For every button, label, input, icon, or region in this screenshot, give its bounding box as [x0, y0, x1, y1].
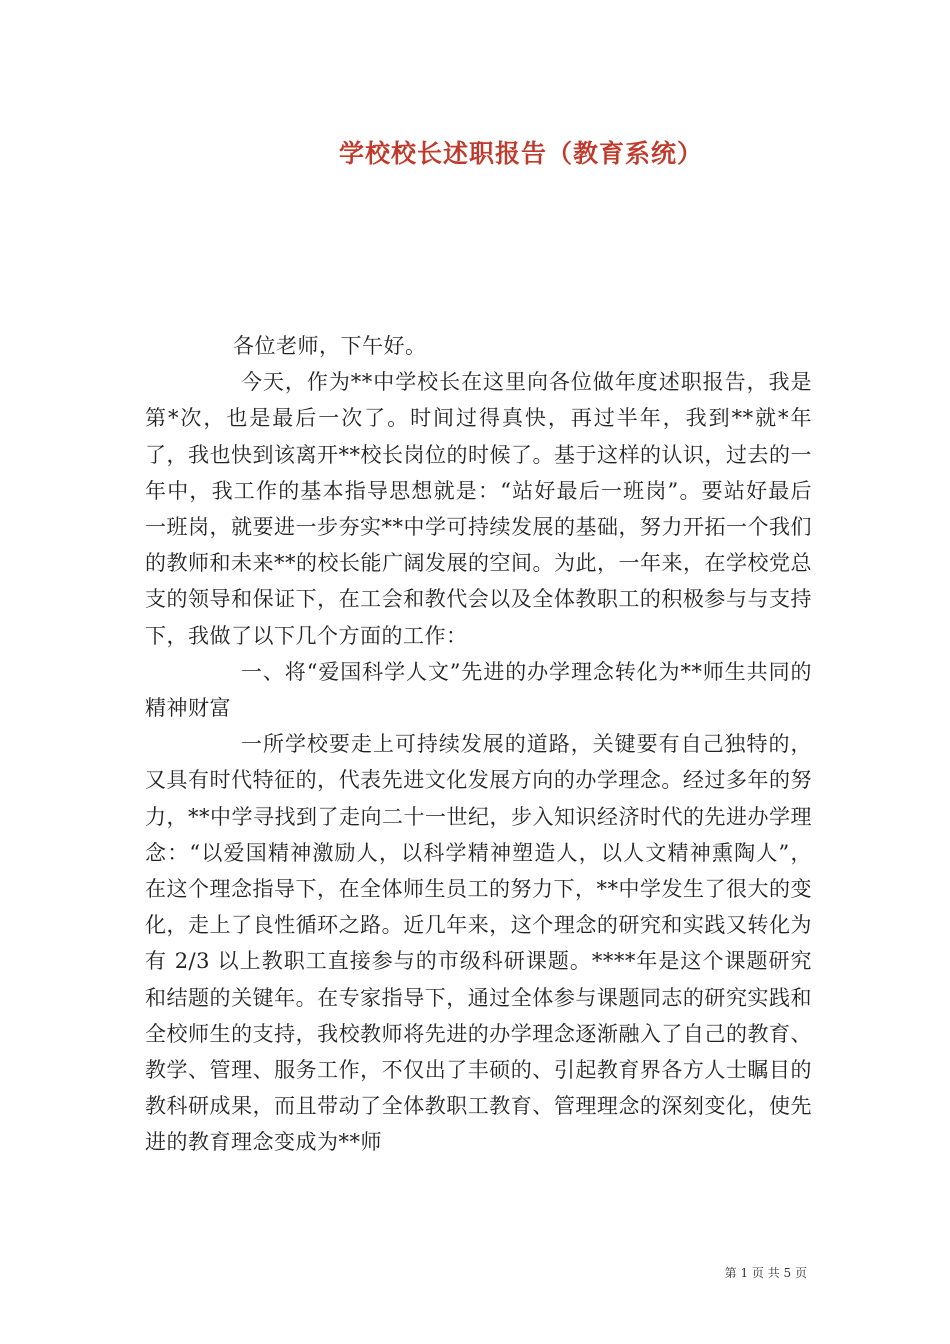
body-paragraph-intro: 今天，作为**中学校长在这里向各位做年度述职报告，我是第*次，也是最后一次了。时间过得真快，再过半年，我到**就*年了，我也快到该离开**校长岗位的时候了。基于这样的认识，过去的一年中，我工作的基本指导思想就是：“站好最后一班岗”。要站好最后一班岗，就要进一步夯实**中学可持续发展的基础，努力开拓一个我们的教师和未来**的校长能广阔发展的空间。为此，一年来，在学校党总支的领导和保证下，在工会和教代会以及全体教职工的积极参与与支持下，我做了以下几个方面的工作：: [145, 370, 812, 648]
greeting-paragraph: 各位老师，下午好。: [233, 334, 427, 358]
document-title: 学校校长述职报告（教育系统）: [338, 139, 703, 168]
page-number-footer: 第 1 页 共 5 页: [724, 1266, 807, 1280]
section-heading-1: 一、将“爱国科学人文”先进的办学理念转化为**师生共同的精神财富: [145, 659, 812, 721]
body-paragraph-philosophy: 一所学校要走上可持续发展的道路，关键要有自己独特的，又具有时代特征的，代表先进文化发展方向的办学理念。经过多年的努力，**中学寻找到了走向二十一世纪，步入知识经济时代的先进办学理念：“以爱国精神激励人，以科学精神塑造人，以人文精神熏陶人”，在这个理念指导下，在全体师生员工的努力下，**中学发生了很大的变化，走上了良性循环之路。近几年来，这个理念的研究和实践又转化为有 2/3 以上教职工直接参与的市级科研课题。****年是这个课题研究和结题的关键年。在专家指导下，通过全体参与课题同志的研究实践和全校师生的支持，我校教师将先进的办学理念逐渐融入了自己的教育、教学、管理、服务工作，不仅出了丰硕的、引起教育界各方人士瞩目的教科研成果，而且带动了全体教职工教育、管理理念的深刻变化，使先进的教育理念变成为**师: [145, 732, 812, 1155]
document-body: [145, 328, 812, 1161]
